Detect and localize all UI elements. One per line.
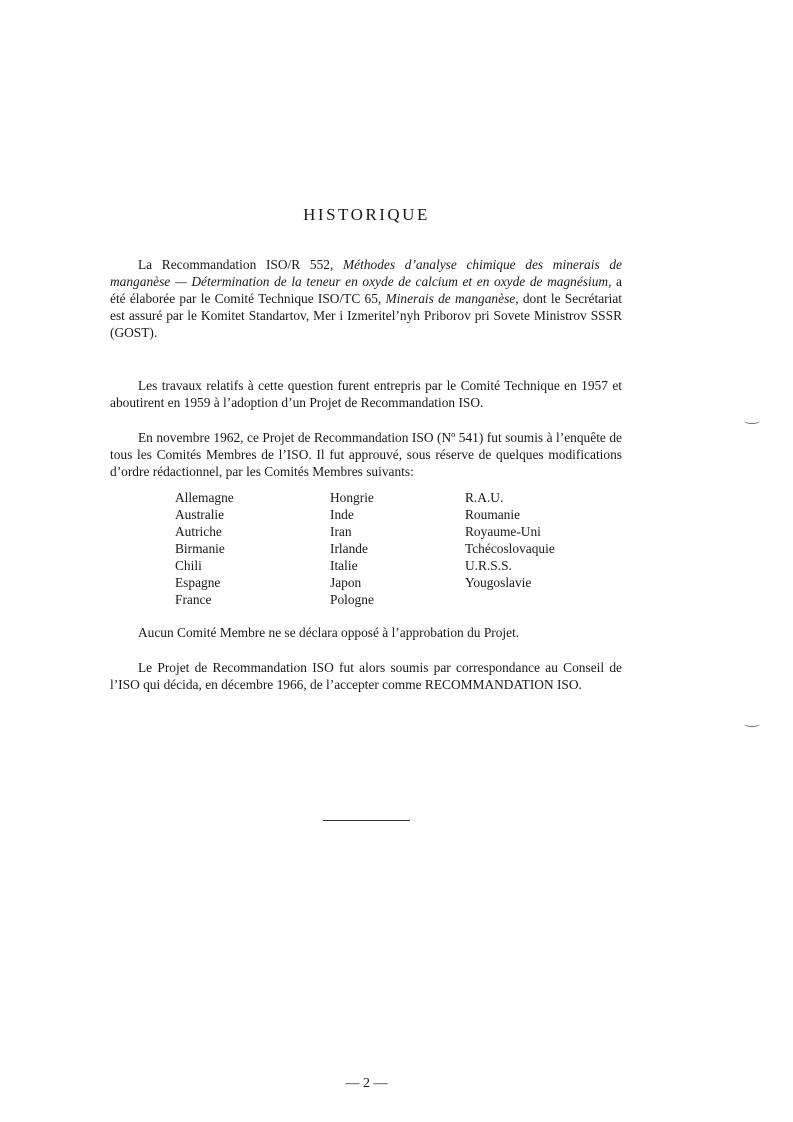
paragraph-enquiry xyxy=(110,429,622,480)
member-body: Birmanie xyxy=(175,541,225,556)
binding-mark xyxy=(744,721,760,727)
member-column-3 xyxy=(465,489,615,591)
member-body: Japon xyxy=(330,575,362,590)
paragraph-work xyxy=(110,377,622,411)
member-body: Yougoslavie xyxy=(465,575,532,590)
paragraph-origin-text-a: La Recommandation ISO/R 552, xyxy=(138,257,343,272)
member-body: Allemagne xyxy=(175,490,234,505)
separator-rule xyxy=(323,820,410,821)
paragraph-enquiry-text: En novembre 1962, ce Projet de Recommandation ISO (Nº 541) fut soumis à l’enquête de tous les Comités Membres de l’ISO. Il fut approuvé, sous réserve de quelques modifications d’ordre rédactionnel, par les Comités Membres suivants: xyxy=(110,430,622,479)
member-body: Pologne xyxy=(330,592,374,607)
page-title: HISTORIQUE xyxy=(303,205,430,224)
paragraph-work-text: Les travaux relatifs à cette question furent entrepris par le Comité Technique en 1957 et aboutirent en 1959 à l’adoption d’un Projet de Recommandation ISO. xyxy=(110,378,622,410)
member-body: Iran xyxy=(330,524,352,539)
paragraph-origin-text-c: , a été élaborée par le Comité Technique ISO/TC 65, xyxy=(110,274,622,306)
paragraph-origin xyxy=(110,256,622,341)
member-body: Australie xyxy=(175,507,225,522)
member-body: Chili xyxy=(175,558,202,573)
paragraph-council-text: Le Projet de Recommandation ISO fut alors soumis par correspondance au Conseil de l’ISO qui décida, en décembre 1966, de l’accepter comme RECOMMANDATION ISO. xyxy=(110,660,622,692)
member-body: Espagne xyxy=(175,575,221,590)
member-body: Hongrie xyxy=(330,490,374,505)
binding-mark xyxy=(744,418,760,424)
member-body: France xyxy=(175,592,212,607)
member-body: Autriche xyxy=(175,524,222,539)
paragraph-no-opposition xyxy=(110,624,622,641)
member-column-1 xyxy=(175,489,325,608)
committee-title: Minerais de manganèse xyxy=(385,291,516,306)
paragraph-no-opposition-text: Aucun Comité Membre ne se déclara opposé à l’approbation du Projet. xyxy=(138,625,520,640)
member-body: Inde xyxy=(330,507,354,522)
member-body: Tchécoslovaquie xyxy=(465,541,555,556)
paragraph-council xyxy=(110,659,622,693)
member-body: R.A.U. xyxy=(465,490,504,505)
member-body: Roumanie xyxy=(465,507,521,522)
member-body: Irlande xyxy=(330,541,368,556)
page-number: — 2 — xyxy=(345,1076,388,1091)
member-column-2 xyxy=(330,489,460,608)
standard-title: Méthodes d’analyse chimique des minerais de manganèse — Détermination de la teneur en oxyde de calcium et en oxyde de magnésium xyxy=(110,257,622,289)
member-body: Italie xyxy=(330,558,358,573)
paragraph-origin-text-e: , dont le Secrétariat est assuré par le Komitet Standartov, Mer i Izmeritel’nyh Priborov pri Sovete Ministrov SSSR (GOST). xyxy=(110,291,623,340)
member-body: U.R.S.S. xyxy=(465,558,512,573)
member-body: Royaume-Uni xyxy=(465,524,541,539)
